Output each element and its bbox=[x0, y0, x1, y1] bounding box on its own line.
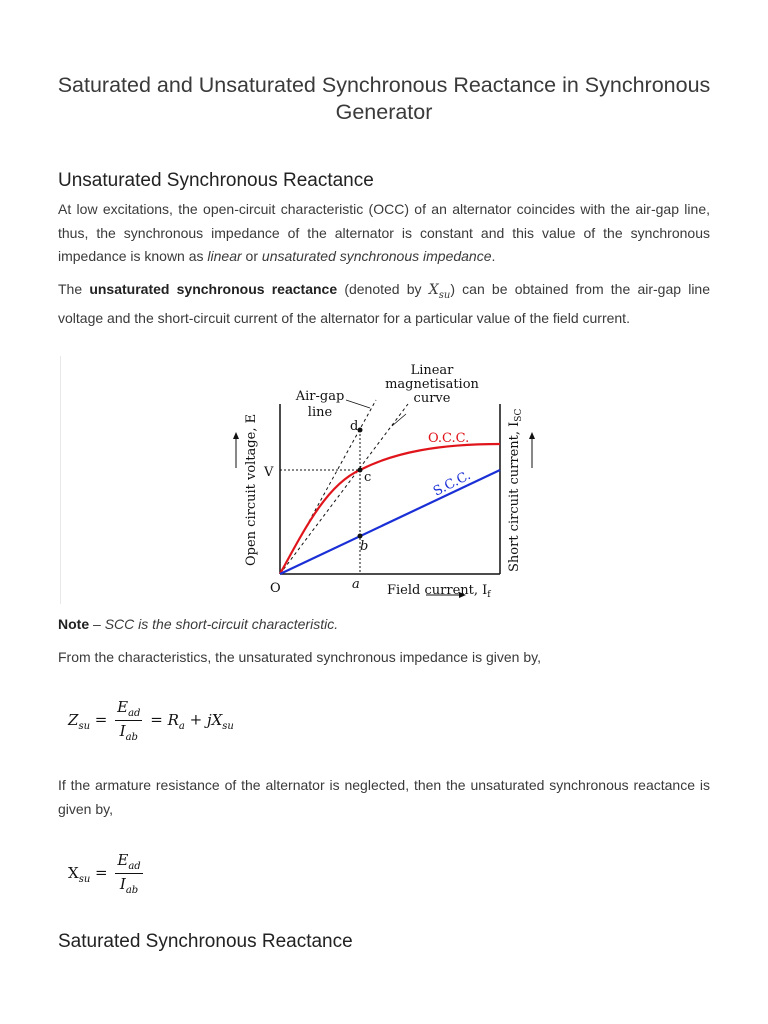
eq1-plus: + bbox=[184, 710, 207, 729]
note-paragraph bbox=[58, 613, 710, 637]
eq2-den-sym: I bbox=[119, 875, 126, 893]
airgap-pointer bbox=[346, 400, 370, 408]
point-b bbox=[358, 534, 363, 539]
bold-term: unsaturated synchronous reactance bbox=[89, 281, 338, 297]
characteristics-diagram bbox=[60, 356, 620, 604]
paragraph-definition bbox=[58, 278, 710, 331]
y2axis-sub: SC bbox=[514, 408, 524, 422]
eq2-numerator bbox=[115, 851, 142, 874]
eq1-lhs bbox=[68, 710, 91, 732]
occ-curve bbox=[280, 444, 500, 574]
eq2-den-sub: ab bbox=[125, 885, 139, 896]
y2axis-text: Short circuit current, I bbox=[507, 421, 522, 572]
scc-line bbox=[280, 470, 500, 574]
section-heading-saturated: Saturated Synchronous Reactance bbox=[58, 931, 353, 952]
eq1-r-sub: a bbox=[178, 720, 185, 732]
text: . bbox=[491, 248, 496, 264]
text: (denoted by bbox=[337, 281, 429, 297]
eq1-denominator bbox=[115, 721, 142, 743]
eq2-fraction bbox=[115, 851, 142, 896]
text: ) can be obtained from the air-gap line voltage and the short-circuit current of the alternator for a particular value of the field current. bbox=[58, 281, 711, 327]
emphasis-unsaturated: unsaturated synchronous impedance bbox=[261, 248, 492, 264]
emphasis-linear: linear bbox=[207, 248, 242, 264]
eq2-lhs-sub: su bbox=[78, 873, 91, 885]
eq1-den-sub: ab bbox=[125, 732, 138, 743]
eq2-lhs bbox=[68, 863, 91, 885]
symbol-xsu bbox=[428, 282, 451, 301]
note-label: Note bbox=[58, 616, 90, 632]
label-occ: O.C.C. bbox=[428, 431, 470, 446]
symbol: X bbox=[428, 282, 439, 298]
eq2-num-sym: E bbox=[117, 851, 129, 869]
paragraph-characteristics: From the characteristics, the unsaturated synchronous impedance is given by, bbox=[58, 649, 541, 665]
paragraph-neglected: If the armature resistance of the alternator is neglected, then the unsaturated synchronous reactance is given by, bbox=[58, 777, 710, 817]
label-point-c: c bbox=[364, 470, 372, 485]
eq1-equals2: = bbox=[145, 710, 168, 729]
label-line: line bbox=[307, 405, 333, 420]
text: The bbox=[58, 281, 90, 297]
eq1-jx-sub: su bbox=[222, 720, 234, 732]
subscript: su bbox=[438, 289, 451, 301]
eq1-fraction bbox=[115, 698, 142, 743]
eq1-lhs-sym: Z bbox=[68, 710, 79, 729]
text: At low excitations, the open-circuit characteristic (OCC) of an alternator coincides with the air-gap line, thus, the synchronous impedance of the alternator is constant and this value of the synchronous impedance is known as bbox=[58, 201, 710, 264]
equation-xsu bbox=[68, 851, 146, 896]
note-dash: – bbox=[89, 616, 105, 632]
characteristics-figure bbox=[60, 356, 620, 604]
eq1-equals: = bbox=[90, 710, 113, 729]
linear-magnetisation-line bbox=[280, 404, 408, 574]
label-magnetisation: magnetisation bbox=[385, 377, 479, 392]
eq1-num-sub: ad bbox=[128, 708, 141, 719]
eq2-num-sub: ad bbox=[128, 861, 141, 872]
label-y2axis bbox=[507, 409, 524, 572]
eq1-den-sym: I bbox=[119, 722, 126, 740]
eq2-lhs-sym: X bbox=[68, 863, 79, 882]
eq1-r bbox=[167, 710, 185, 732]
note-text: SCC is the short-circuit characteristic. bbox=[104, 616, 339, 632]
label-point-d: d bbox=[350, 419, 359, 434]
label-airgap: Air-gap bbox=[295, 389, 345, 404]
eq2-equals: = bbox=[90, 863, 113, 882]
label-point-a: a bbox=[352, 577, 360, 592]
section-heading-unsaturated: Unsaturated Synchronous Reactance bbox=[58, 170, 374, 191]
xaxis-sub: f bbox=[487, 590, 491, 600]
eq1-lhs-sub: su bbox=[78, 720, 91, 732]
xaxis-text: Field current, I bbox=[387, 583, 488, 598]
label-scc: S.C.C. bbox=[431, 468, 474, 500]
eq1-numerator bbox=[115, 698, 142, 721]
eq1-jx-sym: jX bbox=[206, 710, 223, 729]
eq1-num-sym: E bbox=[117, 698, 129, 716]
paragraph-intro bbox=[58, 198, 710, 269]
label-xaxis bbox=[387, 583, 491, 600]
label-curve: curve bbox=[413, 391, 451, 406]
eq2-denominator bbox=[115, 874, 142, 896]
y2-arrow-head bbox=[529, 432, 535, 439]
label-v: V bbox=[264, 465, 274, 480]
label-origin: O bbox=[270, 581, 281, 596]
text: or bbox=[241, 248, 262, 264]
label-linear: Linear bbox=[410, 363, 454, 378]
label-point-b: b bbox=[360, 539, 369, 554]
linear-pointer bbox=[392, 414, 406, 426]
eq1-r-sym: R bbox=[167, 710, 179, 729]
label-yaxis: Open circuit voltage, E bbox=[244, 413, 259, 566]
point-c bbox=[358, 468, 363, 473]
y-arrow-head bbox=[233, 432, 239, 439]
eq1-jx bbox=[206, 710, 234, 732]
page-title: Saturated and Unsaturated Synchronous Reactance in Synchronous Generator bbox=[57, 73, 711, 124]
equation-zsu bbox=[68, 698, 234, 743]
